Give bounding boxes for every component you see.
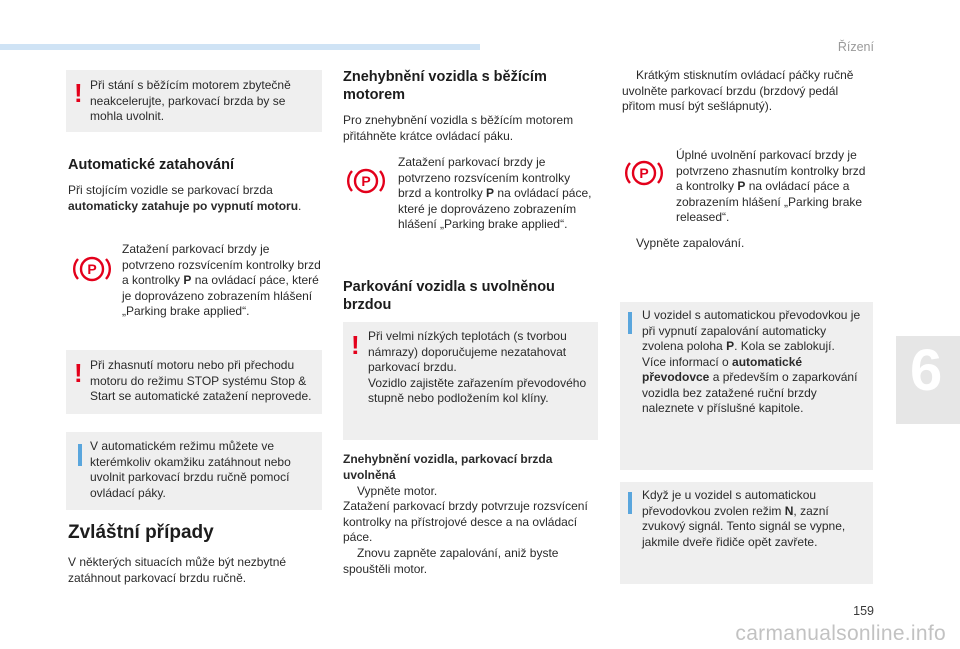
automatic-confirmation-a: Zatažení parkovací brzdy je potvrzeno rozsvícením kontrolky brzd a kontrolky [122, 242, 321, 287]
watermark: carmanualsonline.info [735, 622, 946, 645]
procedure-step-3 [343, 546, 593, 577]
immobilise-confirmation-p: P [486, 186, 495, 200]
automatic-intro-bold: automaticky zatahuje po vypnutí motoru [68, 198, 299, 213]
svg-text:P: P [361, 173, 371, 189]
release-confirmation-text [676, 148, 872, 226]
info-text: V automatickém režimu můžete ve kterémkoliv okamžiku zatáhnout nebo uvolnit parkovací brzdu ručně pomocí ovládací páky. [90, 439, 291, 500]
warning-box-stop-start [66, 350, 322, 414]
info-text-a: U vozidel s automatickou převodovkou je při vypnutí zapalování automaticky zvolena poloha [642, 308, 861, 353]
procedure-note [343, 499, 601, 546]
svg-text:P: P [639, 165, 649, 181]
header-bar [0, 44, 480, 50]
warning-text: Při stání s běžícím motorem zbytečně neakcelerujte, parkovací brzda by se mohla uvolnit. [90, 78, 291, 123]
warning-box-engine-idle [66, 70, 322, 132]
info-text [642, 308, 866, 417]
section-name: Řízení [837, 40, 874, 54]
automatic-intro [68, 183, 324, 214]
parking-brake-warning-icon [624, 158, 664, 188]
immobilise-confirmation-a: Zatažení parkovací brzdy je potvrzeno rozsvícením kontrolky brzd a kontrolky [398, 155, 571, 200]
info-text-b: , zazní zvukový signál. Tento signál se vypne, jakmile dveře řidiče opět zavřete. [642, 503, 846, 549]
special-cases-text: V některých situacích může být nezbytné zatáhnout parkovací brzdu ručně. [68, 555, 287, 585]
note-text: Zatažení parkovací brzdy potvrzuje rozsvícení kontrolky na přístrojové desce a na ovládací páce. [343, 499, 588, 544]
info-icon [628, 312, 632, 334]
immobilise-confirmation-text [398, 155, 596, 233]
automatic-confirmation-text [122, 242, 322, 320]
automatic-intro-end: . [298, 198, 302, 213]
step-text: Krátkým stisknutím ovládací páčky ručně uvolněte parkovací brzdu (brzdový pedál přitom musí být sešlápnutý). [622, 68, 854, 113]
warning-icon: ! [351, 330, 360, 360]
info-text-p: P [726, 339, 735, 353]
info-text-n: N [784, 503, 794, 518]
info-text-b: . Kola se zablokují. Více informací o [642, 339, 835, 369]
immobilise-confirmation-b: na ovládací páce, které je doprovázeno zobrazením hlášení „Parking brake applied“. [398, 186, 592, 231]
automatic-intro-text: Při stojícím vozidle se parkovací brzda [68, 183, 273, 197]
procedure-step-4 [622, 68, 872, 115]
svg-text:P: P [87, 261, 97, 277]
warning-icon: ! [74, 78, 83, 108]
chapter-tab [896, 336, 960, 424]
info-text [642, 488, 864, 550]
warning-box-low-temperature [343, 322, 598, 440]
page-number: 159 [853, 604, 874, 618]
section-title-special-cases: Zvláštní případy [68, 522, 214, 543]
release-confirmation-b: na ovládací páce a zobrazením hlášení „Parking brake released“. [676, 179, 863, 224]
section-title-immobilise-running: Znehybnění vozidla s běžícím motorem [343, 69, 547, 103]
chapter-number: 6 [910, 338, 943, 403]
info-icon [78, 444, 82, 466]
procedure-step-1 [343, 484, 593, 500]
automatic-confirmation-b: na ovládací páce, které je doprovázeno zobrazením hlášení „Parking brake applied“. [122, 273, 319, 318]
section-title-automatic: Automatické zatahování [68, 157, 234, 173]
immobilise-running-text: Pro znehybnění vozidla s běžícím motorem přitáhněte krátce ovládací páku. [343, 113, 574, 143]
info-box-automatic-gearbox [620, 302, 873, 470]
step-text: Vypněte zapalování. [636, 236, 745, 250]
release-confirmation-p: P [737, 179, 746, 193]
automatic-confirmation-p: P [183, 273, 192, 287]
step-text: Vypněte motor. [357, 484, 438, 498]
parking-brake-warning-icon [72, 254, 112, 284]
warning-text: Při velmi nízkých teplotách (s tvorbou námrazy) doporučujeme nezatahovat parkovací brzdu. Vozidlo zajistěte zařazením převodového stupně nebo podložením kol klíny. [368, 329, 587, 405]
info-text-bold: automatické převodovce [642, 354, 803, 384]
info-box-manual-override [66, 432, 322, 510]
procedure-title: Znehybnění vozidla, parkovací brzda uvolněná [343, 452, 553, 482]
release-confirmation-a: Úplné uvolnění parkovací brzdy je potvrzeno zhasnutím kontrolky brzd a kontrolky [676, 148, 866, 193]
warning-text: Při zhasnutí motoru nebo při přechodu motoru do režimu STOP systému Stop & Start se automatické zatažení neprovede. [90, 358, 312, 403]
step-text: Znovu zapněte zapalování, aniž byste spouštěli motor. [343, 546, 559, 576]
section-title-released-brake: Parkování vozidla s uvolněnou brzdou [343, 279, 555, 313]
parking-brake-warning-icon [346, 166, 386, 196]
info-box-neutral-signal [620, 482, 873, 584]
info-text-a: Když je u vozidel s automatickou převodovkou zvolen režim [642, 488, 817, 518]
info-text-c: a především o zaparkování vozidla bez zatažené ruční brzdy naleznete v příslušné kapitole. [642, 370, 858, 415]
procedure-step-5 [622, 236, 872, 252]
warning-icon: ! [74, 358, 83, 388]
info-icon [628, 492, 632, 514]
